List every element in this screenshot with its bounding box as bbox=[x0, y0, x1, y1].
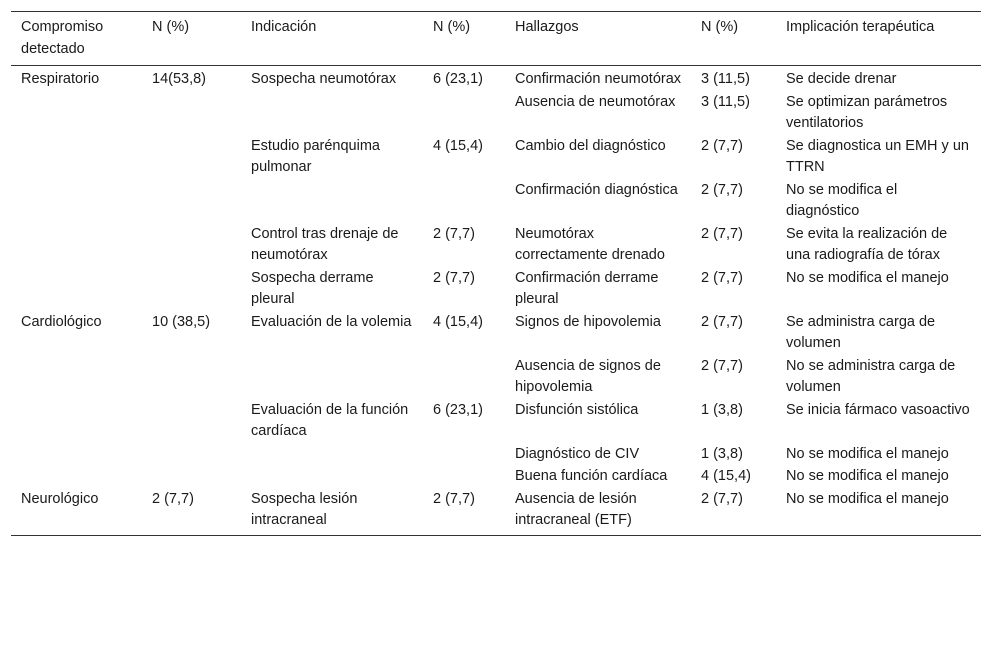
cell-n-hallazgo: 3 (11,5) bbox=[701, 93, 750, 110]
table-row bbox=[11, 66, 981, 91]
cell-hallazgo: Confirmación neumotórax bbox=[515, 71, 682, 87]
cell-n-indicacion bbox=[423, 443, 505, 466]
cell-n-compromiso bbox=[142, 355, 241, 399]
cell-compromiso: Neurológico bbox=[11, 488, 142, 536]
cell-hallazgo: Diagnóstico de CIV bbox=[515, 445, 640, 462]
header-n-indicacion: N (%) bbox=[423, 12, 505, 66]
cell-n-compromiso bbox=[142, 223, 241, 267]
cell-hallazgo: Neumotórax correctamente drenado bbox=[515, 225, 665, 263]
cell-compromiso: Cardiológico bbox=[21, 313, 102, 330]
cell-hallazgo: Confirmación diagnóstica bbox=[515, 181, 678, 198]
cell-n-hallazgo: 2 (7,7) bbox=[701, 137, 743, 154]
cell-indicacion bbox=[241, 443, 423, 466]
cell-n-indicacion: 4 (15,4) bbox=[433, 313, 483, 330]
cell-compromiso bbox=[11, 91, 142, 135]
cell-indicacion: Evaluación de la función cardíaca bbox=[251, 401, 409, 439]
cell-n-hallazgo: 2 (7,7) bbox=[701, 313, 743, 330]
cell-n-compromiso bbox=[142, 443, 241, 466]
cell-n-indicacion bbox=[423, 465, 505, 488]
cell-indicacion: Evaluación de la volemia bbox=[251, 313, 412, 330]
cell-n-indicacion bbox=[423, 179, 505, 223]
cell-n-hallazgo: 1 (3,8) bbox=[701, 401, 743, 418]
cell-n-indicacion: 2 (7,7) bbox=[423, 488, 505, 536]
table-row bbox=[11, 399, 981, 443]
cell-hallazgo: Ausencia de neumotórax bbox=[515, 93, 676, 110]
cell-implicacion: No se modifica el diagnóstico bbox=[786, 181, 898, 219]
header-row bbox=[11, 12, 981, 66]
cell-indicacion: Estudio parénquima pulmonar bbox=[251, 137, 380, 175]
cell-indicacion bbox=[241, 355, 423, 399]
findings-table bbox=[11, 11, 981, 536]
cell-n-hallazgo: 2 (7,7) bbox=[701, 181, 743, 198]
cell-compromiso: Respiratorio bbox=[21, 71, 100, 87]
cell-n-indicacion bbox=[423, 355, 505, 399]
cell-hallazgo: Ausencia de signos de hipovolemia bbox=[515, 357, 661, 395]
cell-indicacion: Sospecha lesión intracraneal bbox=[241, 488, 423, 536]
cell-implicacion: No se modifica el manejo bbox=[776, 488, 981, 536]
cell-compromiso bbox=[11, 135, 142, 179]
table-row bbox=[11, 267, 981, 311]
cell-implicacion: Se evita la realización de una radiografía de tórax bbox=[786, 225, 948, 263]
cell-n-compromiso bbox=[142, 91, 241, 135]
header-implicacion: Implicación terapéutica bbox=[776, 12, 981, 66]
table-row bbox=[11, 355, 981, 399]
cell-hallazgo: Confirmación derrame pleural bbox=[515, 269, 659, 307]
table-row bbox=[11, 91, 981, 135]
cell-indicacion bbox=[241, 465, 423, 488]
header-n-hallazgos: N (%) bbox=[691, 12, 776, 66]
cell-n-compromiso bbox=[142, 179, 241, 223]
cell-n-indicacion: 6 (23,1) bbox=[433, 401, 483, 418]
cell-hallazgo: Signos de hipovolemia bbox=[515, 313, 661, 330]
table-row bbox=[11, 465, 981, 488]
cell-n-indicacion: 2 (7,7) bbox=[433, 269, 475, 286]
table-row bbox=[11, 135, 981, 179]
table-row bbox=[11, 311, 981, 355]
cell-indicacion bbox=[241, 91, 423, 135]
table-header bbox=[11, 12, 981, 66]
cell-n-hallazgo: 4 (15,4) bbox=[701, 468, 751, 484]
cell-n-indicacion: 6 (23,1) bbox=[433, 71, 483, 87]
header-compromiso: Compromiso detectado bbox=[11, 12, 142, 66]
table-row bbox=[11, 223, 981, 267]
cell-indicacion: Sospecha neumotórax bbox=[251, 71, 397, 87]
cell-indicacion: Sospecha derrame pleural bbox=[251, 269, 374, 307]
cell-compromiso bbox=[11, 443, 142, 466]
cell-n-indicacion: 4 (15,4) bbox=[433, 137, 483, 154]
cell-hallazgo: Ausencia de lesión intracraneal (ETF) bbox=[505, 488, 691, 536]
cell-n-compromiso: 10 (38,5) bbox=[152, 313, 211, 330]
cell-n-indicacion: 2 (7,7) bbox=[433, 225, 475, 242]
cell-implicacion: Se inicia fármaco vasoactivo bbox=[786, 401, 970, 418]
cell-n-compromiso bbox=[142, 135, 241, 179]
table-row bbox=[11, 443, 981, 466]
table-row bbox=[11, 488, 981, 536]
cell-compromiso bbox=[11, 267, 142, 311]
cell-n-compromiso: 14(53,8) bbox=[152, 71, 207, 87]
cell-implicacion: Se diagnostica un EMH y un TTRN bbox=[786, 137, 969, 175]
cell-implicacion: No se modifica el manejo bbox=[786, 468, 949, 484]
cell-indicacion: Control tras drenaje de neumotórax bbox=[251, 225, 399, 263]
cell-n-hallazgo: 2 (7,7) bbox=[701, 357, 743, 374]
cell-n-hallazgo: 1 (3,8) bbox=[701, 445, 743, 462]
cell-implicacion: Se decide drenar bbox=[786, 71, 897, 87]
cell-implicacion: No se modifica el manejo bbox=[786, 269, 949, 286]
cell-n-hallazgo: 2 (7,7) bbox=[701, 225, 743, 242]
header-n-compromiso: N (%) bbox=[142, 12, 241, 66]
cell-indicacion bbox=[241, 179, 423, 223]
cell-hallazgo: Buena función cardíaca bbox=[515, 468, 668, 484]
cell-n-compromiso bbox=[142, 465, 241, 488]
cell-hallazgo: Cambio del diagnóstico bbox=[515, 137, 666, 154]
cell-n-hallazgo: 2 (7,7) bbox=[691, 488, 776, 536]
cell-implicacion: No se modifica el manejo bbox=[786, 445, 949, 462]
cell-n-compromiso: 2 (7,7) bbox=[142, 488, 241, 536]
header-indicacion: Indicación bbox=[241, 12, 423, 66]
cell-compromiso bbox=[11, 465, 142, 488]
cell-compromiso bbox=[11, 355, 142, 399]
cell-compromiso bbox=[11, 399, 142, 443]
cell-n-compromiso bbox=[142, 399, 241, 443]
cell-implicacion: Se optimizan parámetros ventilatorios bbox=[786, 93, 948, 131]
cell-compromiso bbox=[11, 223, 142, 267]
table-body bbox=[11, 66, 981, 536]
cell-n-hallazgo: 2 (7,7) bbox=[701, 269, 743, 286]
cell-implicacion: No se administra carga de volumen bbox=[786, 357, 956, 395]
cell-implicacion: Se administra carga de volumen bbox=[786, 313, 936, 351]
header-hallazgos: Hallazgos bbox=[505, 12, 691, 66]
cell-n-indicacion bbox=[423, 91, 505, 135]
cell-n-hallazgo: 3 (11,5) bbox=[701, 71, 750, 87]
cell-compromiso bbox=[11, 179, 142, 223]
cell-hallazgo: Disfunción sistólica bbox=[515, 401, 639, 418]
cell-n-compromiso bbox=[142, 267, 241, 311]
table-row bbox=[11, 179, 981, 223]
